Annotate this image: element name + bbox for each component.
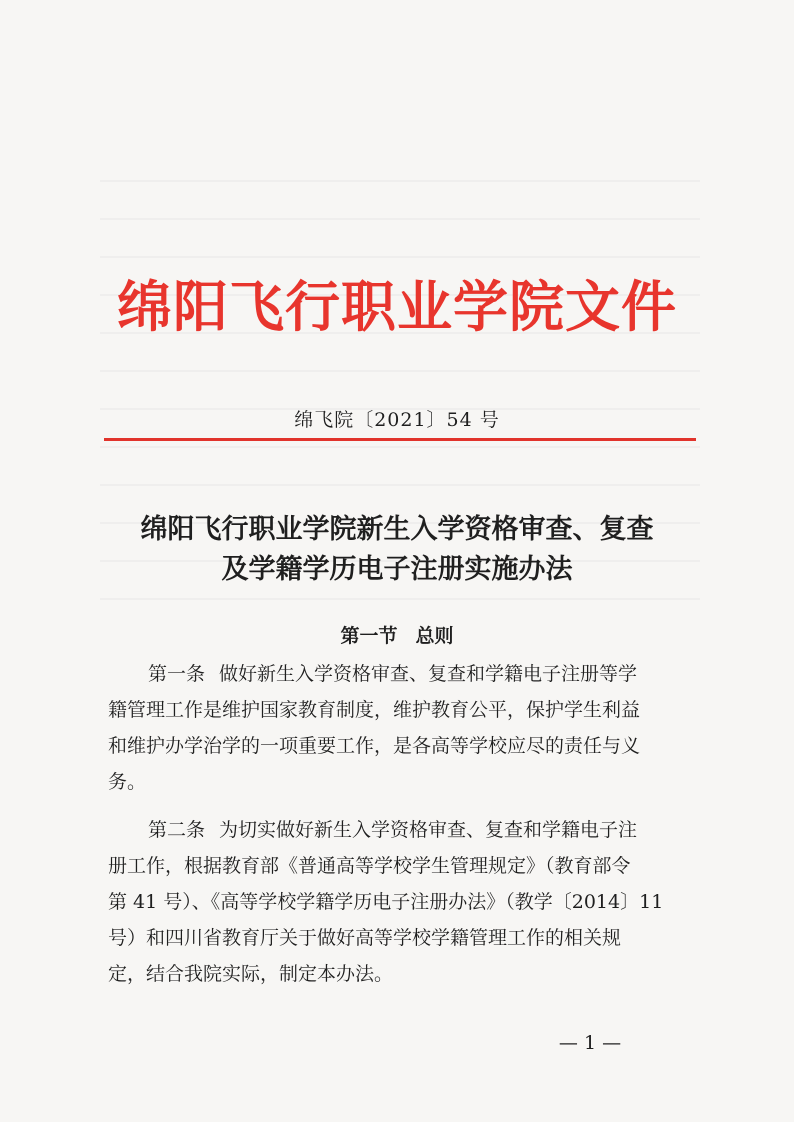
page-number: — 1 —	[558, 1032, 622, 1054]
red-divider-line	[104, 438, 696, 441]
article-1-line: 务。	[108, 771, 147, 793]
section-number: 第一节	[340, 625, 398, 647]
article-1-text: 做好新生入学资格审查、复查和学籍电子注册等学	[219, 663, 638, 685]
article-1-line: 籍管理工作是维护国家教育制度，维护教育公平，保护学生利益	[108, 699, 641, 721]
section-name: 总则	[415, 625, 454, 647]
document-title	[100, 510, 694, 590]
article-2	[108, 812, 694, 992]
article-2-line: 定，结合我院实际，制定本办法。	[108, 963, 394, 985]
article-2-line	[108, 812, 694, 848]
article-2-line: 号）和四川省教育厅关于做好高等学校学籍管理工作的相关规	[108, 927, 622, 949]
document-title-line-2: 及学籍学历电子注册实施办法	[221, 554, 573, 585]
article-1-line: 和维护办学治学的一项重要工作，是各高等学校应尽的责任与义	[108, 735, 641, 757]
article-2-label: 第二条	[148, 819, 206, 841]
article-1	[108, 656, 694, 800]
document-header-title: 绵阳飞行职业学院文件	[116, 275, 677, 339]
document-number: 绵飞院〔2021〕54 号	[294, 409, 500, 431]
section-heading	[100, 622, 694, 650]
document-title-line-1: 绵阳飞行职业学院新生入学资格审查、复查	[140, 514, 654, 545]
article-2-line: 第 41 号）、《高等学校学籍学历电子注册办法》（教学〔2014〕11	[108, 891, 664, 913]
article-2-text: 为切实做好新生入学资格审查、复查和学籍电子注	[219, 819, 638, 841]
article-1-line	[108, 656, 694, 692]
article-1-label: 第一条	[148, 663, 206, 685]
article-2-line: 册工作，根据教育部《普通高等学校学生管理规定》（教育部令	[108, 855, 631, 877]
